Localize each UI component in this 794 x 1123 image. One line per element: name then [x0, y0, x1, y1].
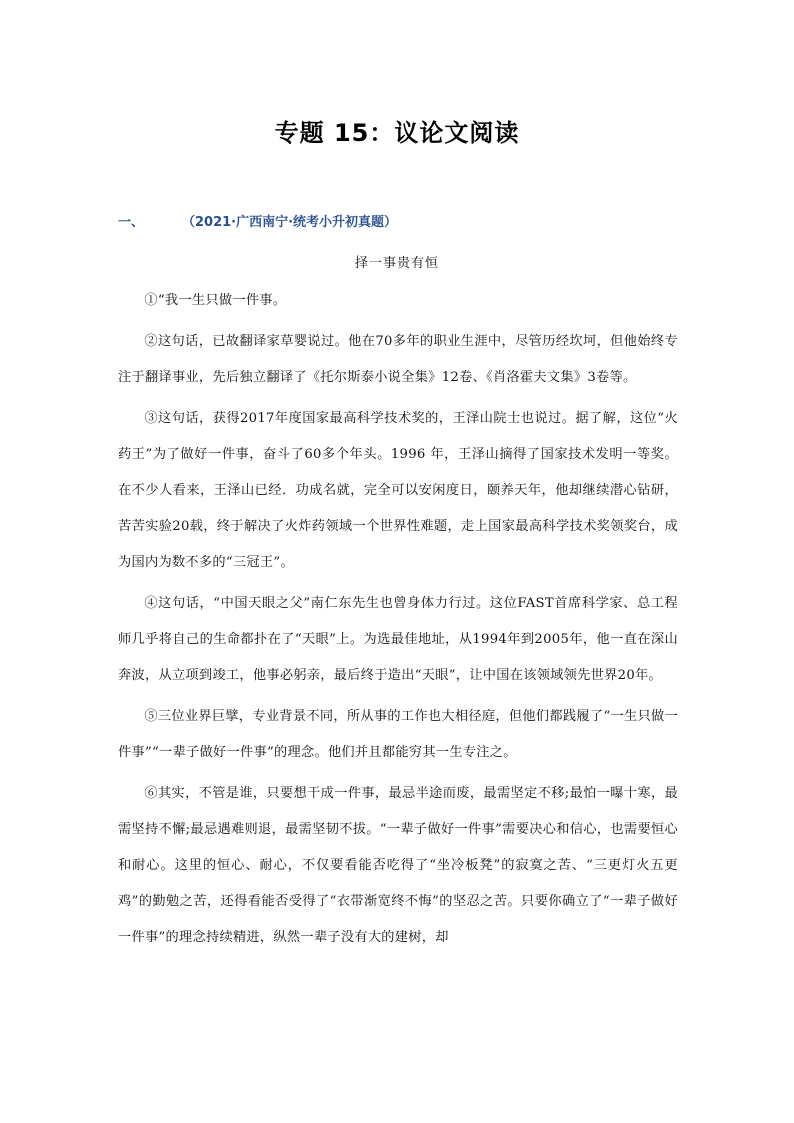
section-heading [118, 211, 678, 230]
paragraph-1: ①“我一生只做一件事。 [144, 293, 287, 308]
paragraph-4: ④这句话，“中国天眼之父”南仁东先生也曾身体力行过。这位FAST首席科学家、总工程师几乎将自己的生命都扑在了“天眼”上。为选最佳地址，从1994年到2005年，他一直在深山奔波，从立项到竣工，他事必躬亲，最后终于造出“天眼”，让中国在该领域领先世界20年。 [118, 596, 678, 683]
paragraph-2: ②这句话，已故翻译家草婴说过。他在70多年的职业生涯中，尽管历经坎坷，但他始终专注于翻译事业，先后独立翻译了《托尔斯泰小说全集》12卷、《肖洛霍夫文集》3卷等。 [118, 334, 678, 385]
paragraph-5: ⑤三位业界巨擘，专业背景不同，所从事的工作也大相径庭，但他们都践履了“一生只做一件事”“一辈子做好一件事”的理念。他们并且都能穷其一生专注之。 [118, 709, 678, 760]
paragraph-3: ③这句话，获得2017年度国家最高科学技术奖的，王泽山院士也说过。据了解，这位“火药王”为了做好一件事，奋斗了60多个年头。1996 年，王泽山摘得了国家技术发明一等奖。在不少人看来，王泽山已经．功成名就，完全可以安闲度日，颐养天年，他却继续潜心钻研，苦苦实验20载，终于解决了火炸药领域一个世界性难题，走上国家最高科学技术奖领奖台，成为国内为数不多的“三冠王”。 [118, 411, 678, 570]
article-body [118, 283, 678, 961]
section-number: 一、 [118, 215, 145, 230]
paragraph-6: ⑥其实，不管是谁，只要想干成一件事，最忌半途而废，最需坚定不移;最怕一曝十寒，最需坚持不懈;最忌遇难则退，最需坚韧不拔。“一辈子做好一件事”需要决心和信心，也需要恒心和耐心。这里的恒心、耐心，不仅要看能否吃得了“坐冷板凳”的寂寞之苦、“三更灯火五更鸡”的勤勉之苦，还得看能否受得了“衣带渐宽终不悔”的坚忍之苦。只要你确立了“一辈子做好一件事”的理念持续精进，纵然一辈子没有大的建树，却 [118, 786, 678, 945]
article-title: 择一事贵有恒 [354, 256, 439, 271]
page-title: 专题 15：议论文阅读 [274, 119, 520, 147]
question-source: （2021·广西南宁·统考小升初真题） [182, 215, 398, 230]
